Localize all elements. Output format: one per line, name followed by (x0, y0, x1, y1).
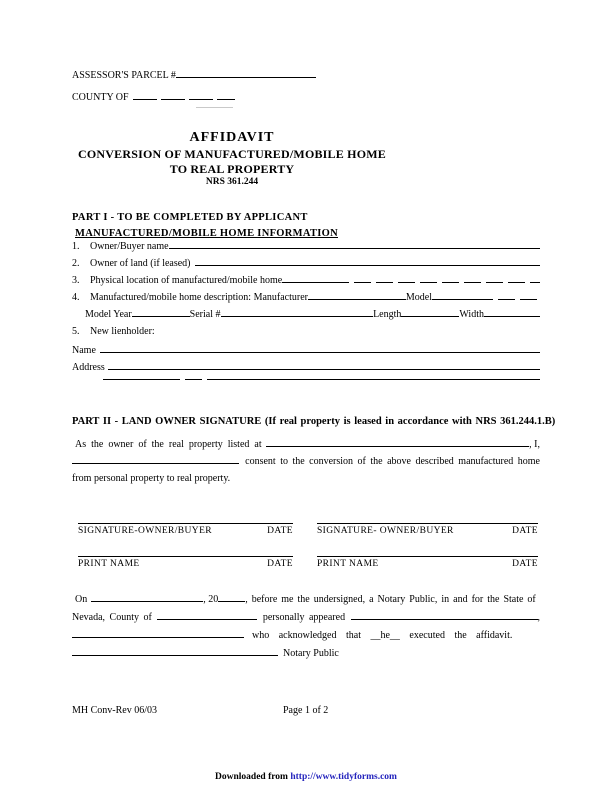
notary-line4 (72, 648, 540, 666)
lienholder-name-field[interactable] (100, 352, 540, 353)
part1-heading-block (72, 210, 540, 242)
length-field[interactable] (401, 316, 459, 317)
physical-location-field[interactable] (282, 282, 332, 283)
width-field[interactable] (484, 316, 540, 317)
item-4-number: 4. (72, 292, 80, 303)
part2-para-line1-text: As the owner of the real property listed at (75, 439, 262, 450)
item-4-label: Manufactured/mobile home description: Manufacturer (90, 292, 308, 303)
notary-block (72, 594, 540, 666)
lienholder-address-field[interactable] (108, 369, 540, 370)
part2-para-line3-text: from personal property to real property. (72, 473, 231, 484)
date-label-left-2: DATE (267, 559, 293, 569)
lienholder-address2-field[interactable] (103, 379, 163, 380)
notary-line1-rest: , before me the undersigned, a Notary Public, in and for the State of (245, 594, 536, 605)
notary-line2-b: personally appeared (262, 612, 346, 623)
signature-left-col (78, 523, 293, 536)
item-5-row (72, 326, 540, 343)
item-2-label: Owner of land (if leased) (90, 258, 191, 269)
land-owner-name-field[interactable] (72, 463, 239, 464)
part1-heading: PART I - TO BE COMPLETED BY APPLICANT (72, 212, 308, 223)
lienholder-address-label: Address (72, 362, 105, 373)
title-block (72, 129, 392, 188)
footer-page-number: Page 1 of 2 (283, 705, 329, 716)
part2-para-line3 (72, 473, 540, 490)
notary-line1 (72, 594, 540, 612)
download-note (0, 772, 612, 782)
model-year-field[interactable] (132, 316, 190, 317)
lienholder-address2-field-mid[interactable] (163, 379, 211, 380)
download-link[interactable]: http://www.tidyforms.com (290, 772, 397, 782)
lienholder-address-row (72, 362, 540, 379)
serial-label: Serial # (189, 309, 221, 320)
signature-label-right: SIGNATURE- OWNER/BUYER (317, 526, 454, 536)
lienholder-block (72, 345, 540, 396)
notary-line2-a: Nevada, County of (72, 612, 152, 623)
page-title: AFFIDAVIT (189, 130, 275, 145)
notary-line2-comma: , (537, 612, 540, 623)
item-2-number: 2. (72, 258, 80, 269)
serial-number-field[interactable] (221, 316, 374, 317)
notary-date-field[interactable] (91, 601, 203, 602)
item-3-row (72, 275, 540, 292)
notary-signature-field[interactable] (72, 655, 278, 656)
notary-public-label: Notary Public (283, 648, 339, 659)
item-2-row (72, 258, 540, 275)
part2-paragraph (72, 439, 540, 490)
title-statute: NRS 361.244 (205, 177, 259, 187)
item-4-line2-row (72, 309, 540, 326)
part2-para-line2 (72, 456, 540, 473)
model-field-continued[interactable] (476, 299, 540, 300)
part2-heading: PART II - LAND OWNER SIGNATURE (If real property is leased in accordance with NRS 361.244.1.B) (72, 416, 556, 427)
physical-location-field-continued[interactable] (332, 282, 540, 283)
model-year-label: Model Year (85, 309, 132, 320)
notary-line3 (72, 630, 540, 648)
print-name-right-col (317, 556, 538, 569)
item-5-label: New lienholder: (90, 326, 155, 337)
date-label-right-1: DATE (512, 526, 538, 536)
title-subtitle-2: TO REAL PROPERTY (169, 162, 295, 176)
lienholder-name-label: Name (72, 345, 96, 356)
download-prefix: Downloaded from (215, 772, 291, 782)
notary-affiant-field[interactable] (72, 637, 244, 638)
owner-buyer-name-field[interactable] (169, 248, 540, 249)
assessor-parcel-field[interactable] (176, 77, 316, 78)
lienholder-name-row (72, 345, 540, 362)
signature-row-2 (78, 556, 540, 569)
model-field[interactable] (432, 299, 476, 300)
signature-row-1 (78, 523, 540, 536)
lienholder-address2-field-end[interactable] (211, 379, 540, 380)
owner-of-land-field[interactable] (195, 265, 540, 266)
item-5-number: 5. (72, 326, 80, 337)
print-name-label-right: PRINT NAME (317, 559, 379, 569)
signature-right-col (317, 523, 538, 536)
item-1-row (72, 241, 540, 258)
width-label: Width (459, 309, 484, 320)
length-label: Length (373, 309, 402, 320)
notary-on-label: On (75, 594, 88, 605)
item-1-number: 1. (72, 241, 80, 252)
item-4-row (72, 292, 540, 309)
part2-para-line2-text: consent to the conversion of the above described manufactured home (245, 456, 540, 467)
item-1-label: Owner/Buyer name (90, 241, 169, 252)
manufacturer-field[interactable] (308, 299, 406, 300)
date-label-left-1: DATE (267, 526, 293, 536)
county-row (72, 91, 540, 105)
notary-appeared-field[interactable] (351, 619, 537, 620)
print-name-left-col (78, 556, 293, 569)
notary-year-field[interactable] (218, 601, 245, 602)
part1-items (72, 241, 540, 343)
part2-para-line1-end: , I, (529, 439, 540, 450)
model-label: Model (405, 292, 432, 303)
print-name-label-left: PRINT NAME (78, 559, 140, 569)
part1-subheading: MANUFACTURED/MOBILE HOME INFORMATION (75, 228, 338, 239)
footer-revision: MH Conv-Rev 06/03 (72, 705, 157, 716)
county-label: COUNTY OF (72, 92, 129, 103)
assessor-parcel-row (72, 69, 540, 83)
date-label-right-2: DATE (512, 559, 538, 569)
part2-para-line1 (72, 439, 540, 456)
scan-artifact-line (196, 107, 233, 108)
county-field[interactable] (133, 99, 235, 100)
assessor-parcel-label: ASSESSOR'S PARCEL # (72, 70, 176, 81)
lienholder-address2-row (72, 379, 540, 396)
title-subtitle-1: CONVERSION OF MANUFACTURED/MOBILE HOME (78, 147, 386, 161)
notary-county-field[interactable] (157, 619, 257, 620)
notary-line3-text: who acknowledged that __he__ executed the affidavit. (252, 630, 513, 641)
signature-label-left: SIGNATURE-OWNER/BUYER (78, 526, 213, 536)
notary-20-label: , 20 (203, 594, 219, 605)
property-address-field[interactable] (266, 446, 530, 447)
notary-line2 (72, 612, 540, 630)
item-3-number: 3. (72, 275, 80, 286)
item-3-label: Physical location of manufactured/mobile home (90, 275, 283, 286)
